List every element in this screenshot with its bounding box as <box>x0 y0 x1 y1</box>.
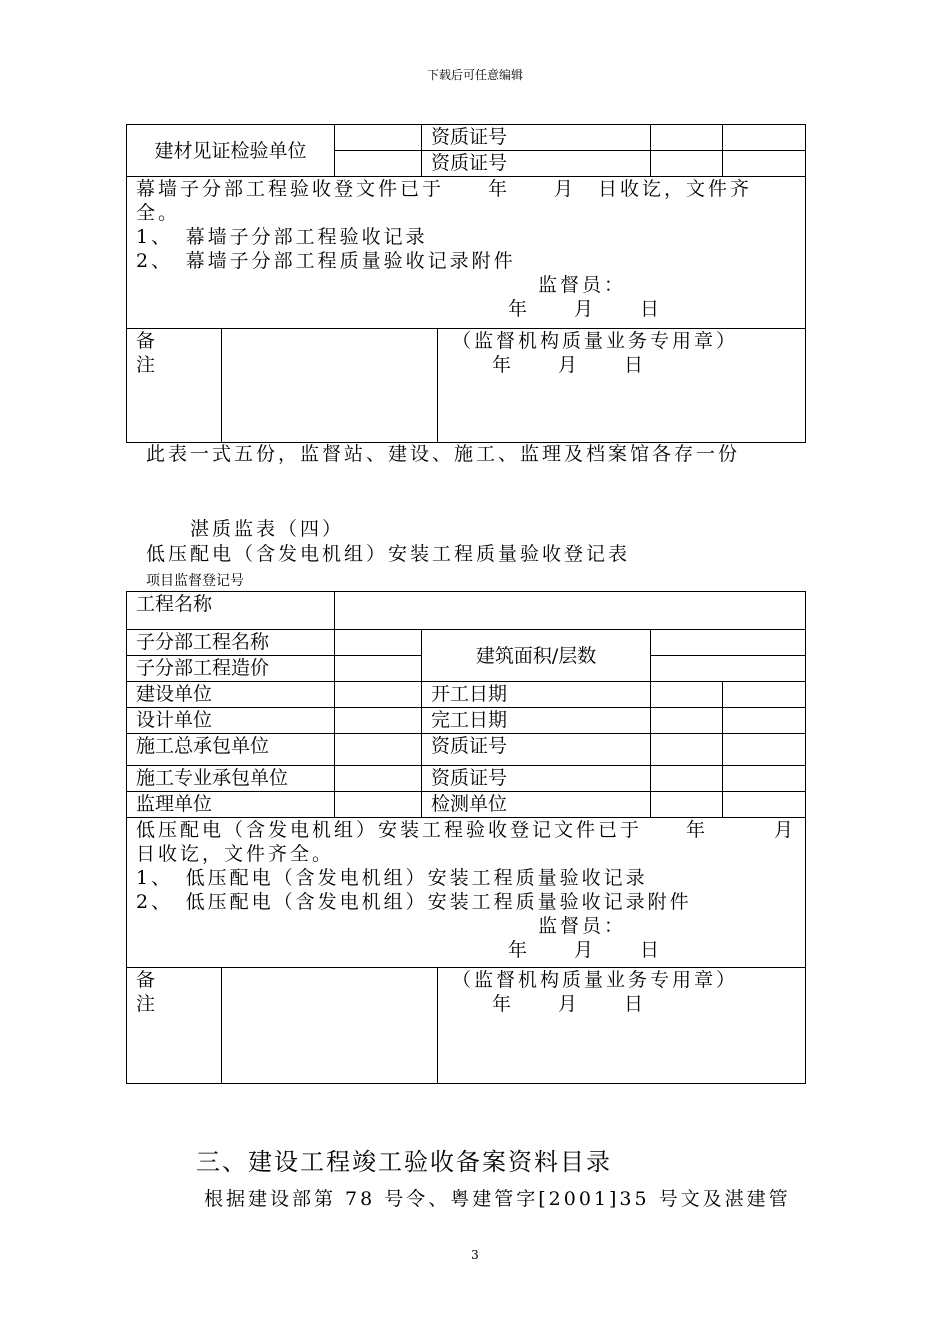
acceptance-line-2-b: 日收讫，文件齐全。 <box>136 843 335 865</box>
end-date-label: 完工日期 <box>422 708 651 734</box>
remark-content-b <box>222 968 438 1084</box>
acceptance-item-2: 2、 幕墙子分部工程质量验收记录附件 <box>136 250 516 272</box>
page-number: 3 <box>471 1248 479 1262</box>
seal-date-b: 年 月 日 <box>492 993 647 1015</box>
designer-label: 设计单位 <box>127 708 335 734</box>
supervisor-label: 监督员： <box>538 274 627 296</box>
copies-footnote: 此表一式五份，监督站、建设、施工、监理及档案馆各存一份 <box>146 443 741 465</box>
project-name-value <box>335 592 806 630</box>
acceptance-table-curtain-wall <box>126 124 806 443</box>
form-code: 湛质监表（四） <box>190 518 345 540</box>
form-title: 低压配电（含发电机组）安装工程质量验收登记表 <box>146 543 631 565</box>
builder-label: 建设单位 <box>127 682 335 708</box>
section-paragraph: 根据建设部第 78 号令、粤建管字[2001]35 号文及湛建管 <box>204 1188 791 1210</box>
supervision-unit-label: 监理单位 <box>127 792 335 818</box>
testing-unit-label: 建材见证检验单位 <box>127 125 335 177</box>
seal-label: （监督机构质量业务专用章） <box>452 330 739 352</box>
acceptance-item-1: 1、 幕墙子分部工程验收记录 <box>136 226 428 248</box>
seal-label-b: （监督机构质量业务专用章） <box>452 969 739 991</box>
acceptance-item-1-b: 1、 低压配电（含发电机组）安装工程质量验收记录 <box>136 867 648 889</box>
qualification-label-a: 资质证号 <box>422 734 651 766</box>
qualification-label-1: 资质证号 <box>422 125 651 151</box>
supervisor-date: 年 月 日 <box>508 298 663 320</box>
supervisor-date-b: 年 月 日 <box>508 939 663 961</box>
acceptance-statement <box>127 177 806 329</box>
acceptance-line-2: 全。 <box>136 202 181 224</box>
acceptance-line-1: 幕墙子分部工程验收登文件已于 年 月 日收讫，文件齐 <box>136 178 753 200</box>
sub-project-cost-label: 子分部工程造价 <box>127 656 335 682</box>
special-contractor-label: 施工专业承包单位 <box>127 766 335 792</box>
general-contractor-label: 施工总承包单位 <box>127 734 335 766</box>
registration-number-label: 项目监督登记号 <box>146 573 244 589</box>
remark-label-b: 备 注 <box>127 968 222 1084</box>
area-floors-label: 建筑面积/层数 <box>422 630 651 682</box>
remark-label: 备 注 <box>127 329 222 443</box>
acceptance-item-2-b: 2、 低压配电（含发电机组）安装工程质量验收记录附件 <box>136 891 692 913</box>
seal-date: 年 月 日 <box>492 354 647 376</box>
remark-content <box>222 329 438 443</box>
testing-unit-value-2 <box>335 151 422 177</box>
start-date-label: 开工日期 <box>422 682 651 708</box>
seal-area <box>438 329 806 443</box>
testing-unit-value-1 <box>335 125 422 151</box>
page-header-note: 下载后可任意编辑 <box>426 68 523 82</box>
qualification-label-b: 资质证号 <box>422 766 651 792</box>
testing-unit-label-b: 检测单位 <box>422 792 651 818</box>
qualification-label-2: 资质证号 <box>422 151 651 177</box>
acceptance-table-low-voltage <box>126 591 806 1084</box>
section-heading: 三、建设工程竣工验收备案资料目录 <box>196 1148 612 1176</box>
acceptance-statement-b <box>127 818 806 968</box>
sub-project-name-label: 子分部工程名称 <box>127 630 335 656</box>
acceptance-line-1-b: 低压配电（含发电机组）安装工程验收登记文件已于 年 月 <box>136 819 797 841</box>
supervisor-label-b: 监督员： <box>538 915 627 937</box>
seal-area-b <box>438 968 806 1084</box>
project-name-label: 工程名称 <box>127 592 335 630</box>
